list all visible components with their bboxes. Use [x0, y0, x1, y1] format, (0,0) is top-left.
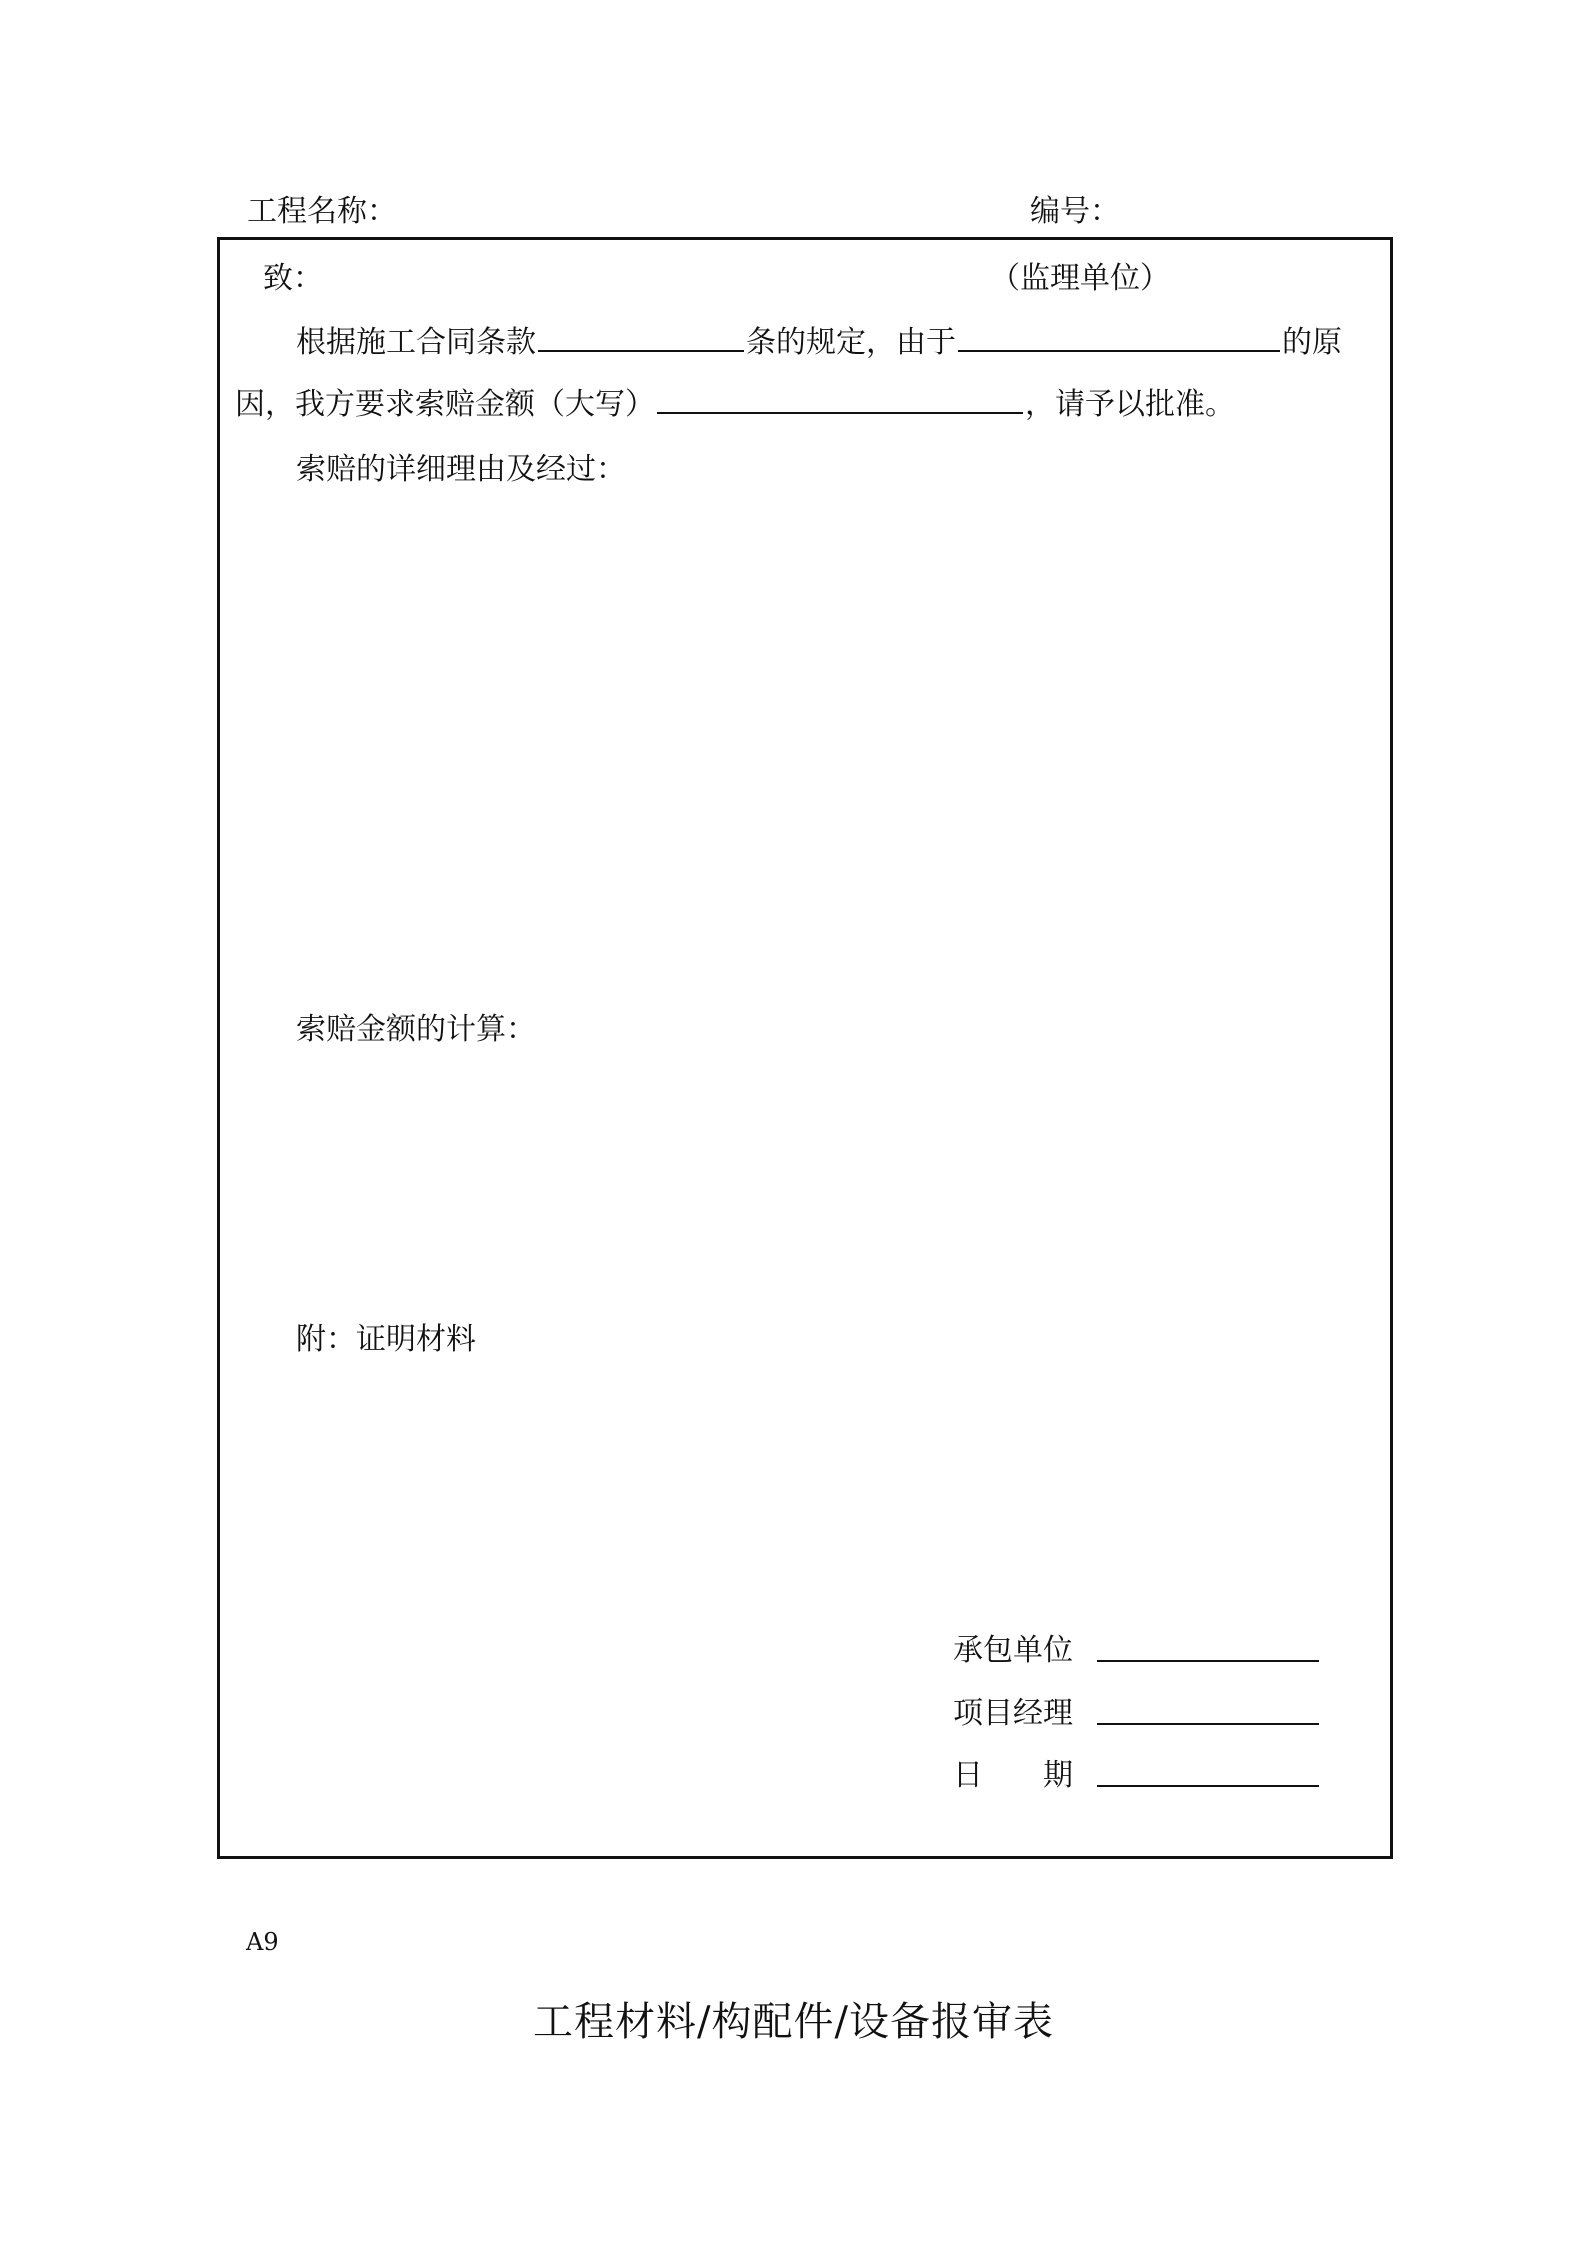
- clause-blank: [538, 320, 744, 352]
- calc-label: 索赔金额的计算：: [296, 1012, 536, 1047]
- contractor-line: [1097, 1660, 1319, 1662]
- manager-label: 项目经理: [953, 1696, 1073, 1731]
- form-code: A9: [246, 1928, 279, 1956]
- amount-prefix: 因，我方要求索赔金额（大写）: [235, 387, 655, 422]
- reason-suffix: 的原: [1282, 325, 1342, 360]
- reason-label: 索赔的详细理由及经过：: [296, 452, 626, 487]
- project-name-label: 工程名称：: [247, 194, 397, 229]
- to-label: 致：: [263, 261, 323, 296]
- number-label: 编号：: [1030, 194, 1120, 229]
- amount-blank: [657, 382, 1023, 414]
- attachment-label: 附：证明材料: [296, 1322, 476, 1357]
- reason-prefix: 条的规定，由于: [746, 325, 956, 360]
- claim-line-2: [235, 379, 1235, 423]
- amount-suffix: ，请予以批准。: [1025, 387, 1235, 422]
- manager-line: [1097, 1723, 1319, 1725]
- recipient-label: （监理单位）: [990, 261, 1170, 296]
- claim-line-1: [296, 317, 1342, 361]
- reason-blank: [958, 320, 1280, 352]
- date-line: [1097, 1785, 1319, 1787]
- contractor-label: 承包单位: [953, 1633, 1073, 1668]
- form-title: 工程材料/构配件/设备报审表: [533, 1999, 1054, 2045]
- date-label: 日 期: [953, 1758, 1073, 1793]
- clause-prefix: 根据施工合同条款: [296, 325, 536, 360]
